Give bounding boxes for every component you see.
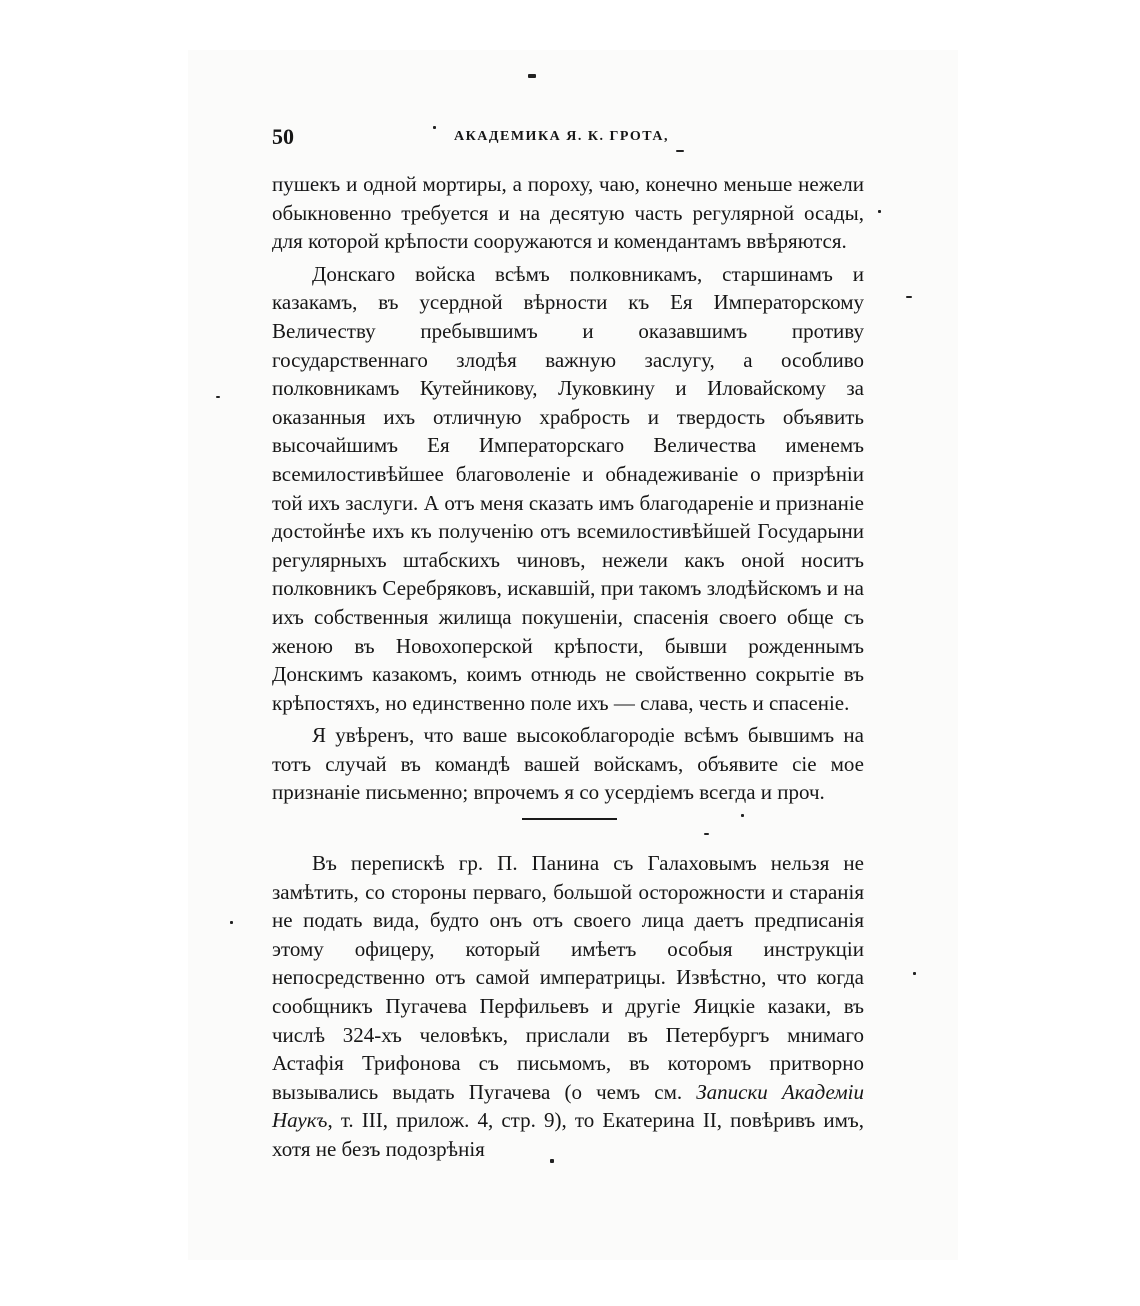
paragraph-4 xyxy=(272,849,864,1164)
paragraph-3: Я увѣренъ, что ваше высокоблагородіе всѣмъ бывшимъ на тотъ случай въ командѣ вашей войскамъ, объявите сіе мое признаніе письменно; впрочемъ я со усердіемъ всегда и проч. xyxy=(272,723,864,805)
ink-speck xyxy=(878,210,881,213)
paragraph-4-end: , т. III, прилож. 4, стр. 9), то Екатерина II, повѣривъ имъ, хотя не безъ подозрѣнія xyxy=(272,1108,864,1161)
paragraph-2: Донскаго войска всѣмъ полковникамъ, старшинамъ и казакамъ, въ усердной вѣрности къ Ея Императорскому Величеству пребывшимъ и оказавшимъ противу государственнаго злодѣя важную заслугу, а особливо полковникамъ Кутейникову, Луковкину и Иловайскому за оказанныя ихъ отличную храбрость и твердость объявить высочайшимъ Ея Императорскаго Величества именемъ всемилостивѣйшее благоволеніе и обнадеживаніе о призрѣніи той ихъ заслуги. А отъ меня сказать имъ благодареніе и признаніе достойнѣе ихъ къ полученію отъ всемилостивѣйшей Государыни регулярныхъ штабскихъ чиновъ, нежели какъ оной носитъ полковникъ Серебряковъ, искавшій, при такомъ злодѣйскомъ и на ихъ собственныя жилища покушеніи, спасенія своего обще съ женою въ Новохоперской крѣпости, бывши рожденнымъ Донскимъ казакомъ, коимъ отнюдь не свойственно сокрытіе въ крѣпостяхъ, но единственно поле ихъ — слава, честь и спасеніе. xyxy=(272,261,864,715)
ink-speck xyxy=(913,972,916,975)
cited-work-title: Записки Академіи Наукъ xyxy=(272,1079,864,1133)
section-divider xyxy=(522,818,617,820)
page-header xyxy=(272,124,864,150)
commentary-text xyxy=(272,849,864,1164)
paragraph-4-start: Въ перепискѣ гр. П. Панина съ Галаховымъ нельзя не замѣтить, со стороны перваго, большой осторожности и старанія не подать вида, будто онъ отъ своего лица даетъ предписанія этому офицеру, который имѣетъ особыя инструкціи непосредственно отъ самой императрицы. Извѣстно, что когда сообщникъ Пугачева Перфильевъ и другіе Яицкіе казаки, въ числѣ 324-хъ человѣкъ, прислали въ Петербургъ мнимаго Астафія Трифонова съ письмомъ, въ которомъ притворно вызывались выдать Пугачева (о чемъ см. xyxy=(272,851,864,1104)
letter-text xyxy=(272,170,864,807)
ink-speck xyxy=(230,921,233,924)
ink-speck xyxy=(704,833,709,835)
paragraph-1: пушекъ и одной мортиры, а пороху, чаю, конечно меньше нежели обыкновенно требуется и на десятую часть регулярной осады, для которой крѣпости сооружаются и комендантамъ ввѣряются. xyxy=(272,172,864,254)
running-head: АКАДЕМИКА Я. К. ГРОТА, xyxy=(454,129,669,144)
ink-speck xyxy=(528,74,536,78)
ink-speck xyxy=(741,814,744,817)
ink-speck xyxy=(676,150,684,152)
ink-speck xyxy=(550,1159,554,1163)
ink-speck xyxy=(906,296,912,298)
ink-speck xyxy=(433,126,436,129)
page-number: 50 xyxy=(272,124,294,149)
ink-speck xyxy=(216,396,220,398)
